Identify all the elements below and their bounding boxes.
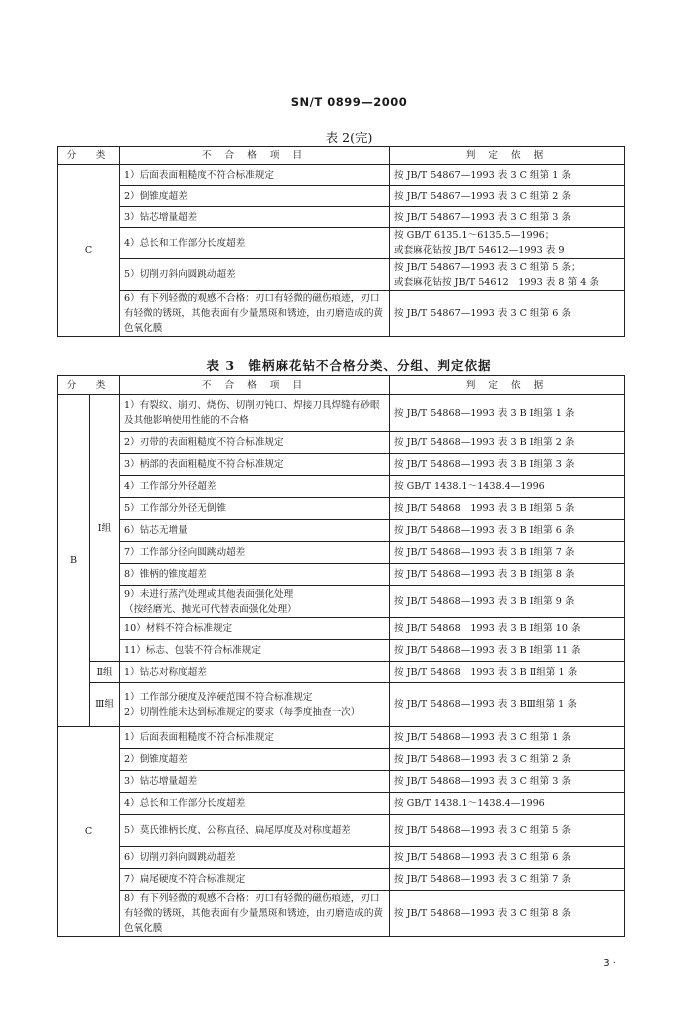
- table-row: [58, 891, 625, 937]
- basis-cell: 按 JB/T 54868 1993 表 3 B Ⅰ组第 5 条: [390, 498, 625, 520]
- basis-cell: 按 JB/T 54867—1993 表 3 C 组第 2 条: [390, 186, 625, 207]
- basis-cell: 按 JB/T 54867—1993 表 3 C 组第 3 条: [390, 207, 625, 228]
- item-cell: 2）刃带的表面粗糙度不符合标准规定: [120, 432, 390, 454]
- item-cell: 11）标志、包装不符合标准规定: [120, 640, 390, 662]
- item-cell: 10）材料不符合标准规定: [120, 618, 390, 640]
- table-row: [58, 586, 625, 618]
- basis-cell: 按 GB/T 6135.1～6135.5—1996； 或套麻花钻按 JB/T 54612—1993 表 9: [390, 228, 625, 259]
- item-cell: 6）有下列轻微的观感不合格：刃口有轻微的磁伤痕迹，刃口有轻微的锈斑，其他表面有少量黑斑和锈迹，由刃磨造成的黄色氧化膜: [120, 291, 390, 337]
- basis-cell: 按 JB/T 54868—1993 表 3 C 组第 6 条: [390, 847, 625, 869]
- basis-cell: 按 JB/T 54868—1993 表 3 C 组第 2 条: [390, 749, 625, 771]
- table-row: [58, 291, 625, 337]
- group-cell: Ⅲ组: [90, 683, 120, 727]
- table-row: [58, 259, 625, 291]
- group-cell: Ⅱ组: [90, 662, 120, 683]
- table-3-header-row: [58, 376, 625, 395]
- category-cell: B: [58, 395, 90, 727]
- header-item: 不 合 格 项 目: [120, 147, 390, 165]
- table-row: [58, 618, 625, 640]
- item-cell: 5）莫氏锥柄长度、公称直径、扁尾厚度及对称度超差: [120, 815, 390, 847]
- basis-cell: 按 GB/T 1438.1～1438.4—1996: [390, 476, 625, 498]
- table-row: [58, 165, 625, 186]
- item-cell: 1）工作部分硬度及淬硬范围不符合标准规定 2）切削性能未达到标准规定的要求（每季度抽查一次）: [120, 683, 390, 727]
- table-2-header-row: [58, 147, 625, 165]
- item-cell: 4）总长和工作部分长度超差: [120, 228, 390, 259]
- item-cell: 7）工作部分径向圆跳动超差: [120, 542, 390, 564]
- table-row: [58, 564, 625, 586]
- item-cell: 7）扁尾硬度不符合标准规定: [120, 869, 390, 891]
- header-category: 分 类: [58, 147, 120, 165]
- header-item: 不 合 格 项 目: [120, 376, 390, 395]
- basis-cell: 按 GB/T 1438.1～1438.4—1996: [390, 793, 625, 815]
- table-row: [58, 662, 625, 683]
- item-cell: 1）后面表面粗糙度不符合标准规定: [120, 165, 390, 186]
- item-cell: 8）有下列轻微的观感不合格：刃口有轻微的磁伤痕迹，刃口有轻微的锈斑，其他表面有少量黑斑和锈迹，由刃磨造成的黄色氧化膜: [120, 891, 390, 937]
- basis-cell: 按 JB/T 54868—1993 表 3 B Ⅰ组第 7 条: [390, 542, 625, 564]
- item-cell: 3）钻芯增量超差: [120, 771, 390, 793]
- table-row: [58, 498, 625, 520]
- basis-cell: 按 JB/T 54868—1993 表 3 C 组第 1 条: [390, 727, 625, 749]
- table-row: [58, 771, 625, 793]
- table-row: [58, 847, 625, 869]
- category-cell: C: [58, 727, 120, 937]
- table-row: [58, 476, 625, 498]
- category-cell: C: [58, 165, 120, 337]
- item-cell: 1）后面表面粗糙度不符合标准规定: [120, 727, 390, 749]
- header-basis: 判 定 依 据: [390, 147, 625, 165]
- item-cell: 1）钻芯对称度超差: [120, 662, 390, 683]
- table-row: [58, 793, 625, 815]
- basis-cell: 按 JB/T 54868—1993 表 3 C 组第 7 条: [390, 869, 625, 891]
- basis-cell: 按 JB/T 54868—1993 表 3 C 组第 3 条: [390, 771, 625, 793]
- table-row: [58, 395, 625, 432]
- basis-cell: 按 JB/T 54868 1993 表 3 B Ⅰ组第 10 条: [390, 618, 625, 640]
- basis-cell: 按 JB/T 54868—1993 表 3 B Ⅰ组第 8 条: [390, 564, 625, 586]
- table-row: [58, 640, 625, 662]
- table-3: [57, 375, 625, 937]
- page-number: 3 ·: [603, 958, 616, 969]
- table-row: [58, 207, 625, 228]
- basis-cell: 按 JB/T 54868—1993 表 3 B Ⅰ组第 3 条: [390, 454, 625, 476]
- table-2: [57, 146, 625, 337]
- basis-cell: 按 JB/T 54867—1993 表 3 C 组第 1 条: [390, 165, 625, 186]
- basis-cell: 按 JB/T 54867—1993 表 3 C 组第 5 条； 或套麻花钻按 JB/T 54612 1993 表 8 第 4 条: [390, 259, 625, 291]
- table-row: [58, 727, 625, 749]
- group-cell: Ⅰ组: [90, 395, 120, 662]
- basis-cell: 按 JB/T 54868—1993 表 3 B Ⅰ组第 1 条: [390, 395, 625, 432]
- table-row: [58, 186, 625, 207]
- item-cell: 1）有裂纹、崩刃、烧伤、切削刃钝口、焊接刀具焊缝有砂眼及其他影响使用性能的不合格: [120, 395, 390, 432]
- basis-cell: 按 JB/T 54868—1993 表 3 B Ⅰ组第 6 条: [390, 520, 625, 542]
- item-cell: 4）总长和工作部分长度超差: [120, 793, 390, 815]
- item-cell: 9）未进行蒸汽处理或其他表面强化处理 （按经磨光、抛光可代替表面强化处理）: [120, 586, 390, 618]
- item-cell: 6）钻芯无增量: [120, 520, 390, 542]
- item-cell: 4）工作部分外径超差: [120, 476, 390, 498]
- basis-cell: 按 JB/T 54868—1993 表 3 C 组第 8 条: [390, 891, 625, 937]
- basis-cell: 按 JB/T 54868—1993 表 3 B Ⅰ组第 11 条: [390, 640, 625, 662]
- basis-cell: 按 JB/T 54868—1993 表 3 B Ⅰ组第 9 条: [390, 586, 625, 618]
- basis-cell: 按 JB/T 54868—1993 表 3 B Ⅰ组第 2 条: [390, 432, 625, 454]
- table-row: [58, 749, 625, 771]
- item-cell: 8）锥柄的锥度超差: [120, 564, 390, 586]
- basis-cell: 按 JB/T 54868 1993 表 3 B Ⅱ组第 1 条: [390, 662, 625, 683]
- table-row: [58, 228, 625, 259]
- table-row: [58, 454, 625, 476]
- item-cell: 3）钻芯增量超差: [120, 207, 390, 228]
- table-row: [58, 542, 625, 564]
- table-row: [58, 432, 625, 454]
- item-cell: 3）柄部的表面粗糙度不符合标准规定: [120, 454, 390, 476]
- table-row: [58, 683, 625, 727]
- item-cell: 6）切削刃斜向圆跳动超差: [120, 847, 390, 869]
- header-category: 分 类: [58, 376, 120, 395]
- table-3-caption: 表 3 锥柄麻花钻不合格分类、分组、判定依据: [206, 358, 492, 373]
- table-row: [58, 869, 625, 891]
- header-basis: 判 定 依 据: [390, 376, 625, 395]
- standard-code: SN/T 0899—2000: [290, 95, 408, 109]
- basis-cell: 按 JB/T 54868—1993 表 3 BⅢ组第 1 条: [390, 683, 625, 727]
- table-2-caption: 表 2(完): [325, 130, 373, 145]
- basis-cell: 按 JB/T 54867—1993 表 3 C 组第 6 条: [390, 291, 625, 337]
- basis-cell: 按 JB/T 54868—1993 表 3 C 组第 5 条: [390, 815, 625, 847]
- item-cell: 5）工作部分外径无倒锥: [120, 498, 390, 520]
- table-row: [58, 520, 625, 542]
- item-cell: 2）倒锥度超差: [120, 749, 390, 771]
- item-cell: 5）切削刃斜向圆跳动超差: [120, 259, 390, 291]
- table-row: [58, 815, 625, 847]
- item-cell: 2）倒锥度超差: [120, 186, 390, 207]
